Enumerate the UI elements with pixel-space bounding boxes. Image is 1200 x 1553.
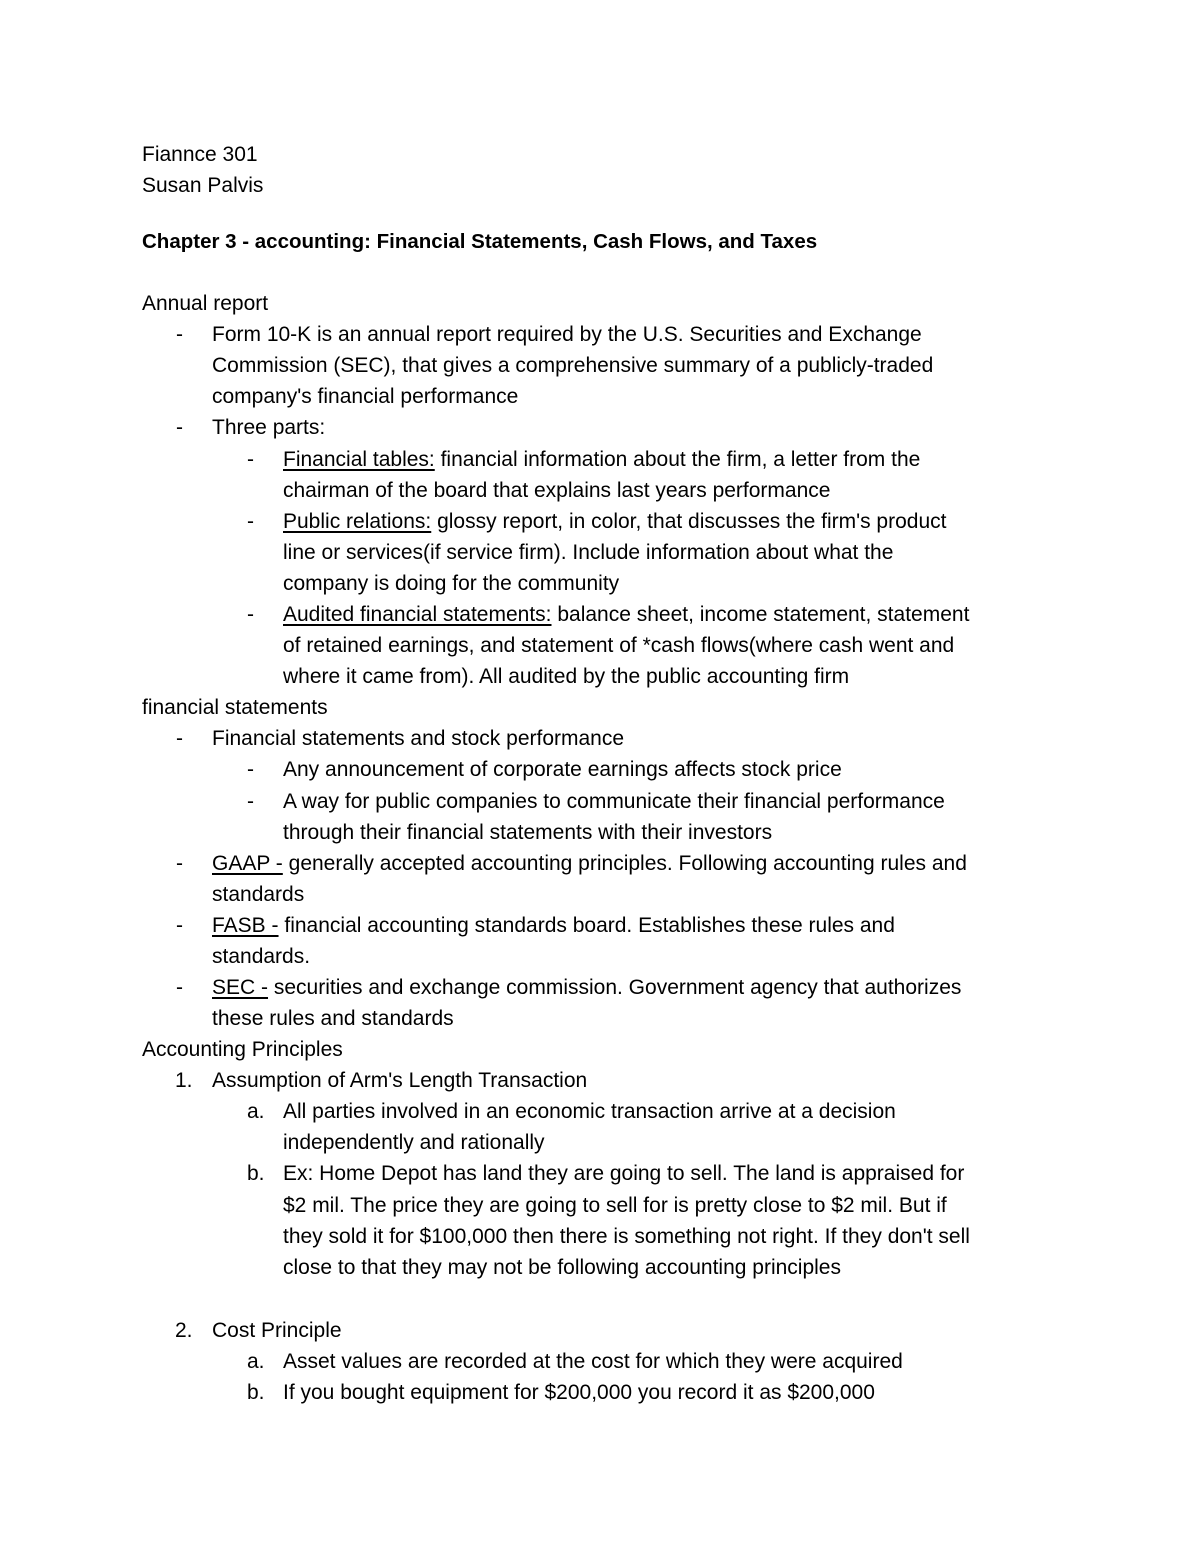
term-definition: balance sheet, income statement, statement [551, 603, 970, 626]
list-item-line: through their financial statements with their investors [283, 821, 773, 844]
list-item-line [283, 599, 969, 630]
term-gaap: GAAP - [212, 852, 283, 875]
list-marker: - [176, 914, 183, 937]
list-item-line: Commission (SEC), that gives a comprehensive summary of a publicly-traded [212, 354, 934, 377]
chapter-title: Chapter 3 - accounting: Financial Statements, Cash Flows, and Taxes [142, 230, 818, 253]
list-marker: - [247, 510, 254, 533]
term-definition: financial accounting standards board. Establishes these rules and [278, 914, 895, 937]
list-item-line: A way for public companies to communicate their financial performance [283, 790, 945, 813]
list-marker: - [247, 758, 254, 781]
list-item-line: $2 mil. The price they are going to sell for is pretty close to $2 mil. But if [283, 1194, 947, 1217]
list-letter: a. [247, 1350, 265, 1373]
list-marker: - [176, 416, 183, 439]
list-item-line: company's financial performance [212, 385, 519, 408]
list-item-line: standards. [212, 945, 311, 968]
list-item-line: Cost Principle [212, 1319, 342, 1342]
list-item-line [212, 972, 961, 1003]
term-fasb: FASB - [212, 914, 279, 937]
list-item-line: of retained earnings, and statement of *cash flows(where cash went and [283, 634, 955, 657]
list-marker: - [247, 790, 254, 813]
list-item-line [283, 506, 946, 537]
list-marker: - [176, 727, 183, 750]
list-marker: - [176, 323, 183, 346]
list-item-line: chairman of the board that explains last years performance [283, 479, 831, 502]
term-audited-financial-statements: Audited financial statements: [283, 603, 552, 626]
list-number: 1. [175, 1069, 193, 1092]
list-item-line: If you bought equipment for $200,000 you record it as $200,000 [283, 1381, 875, 1404]
term-definition: securities and exchange commission. Government agency that authorizes [268, 976, 962, 999]
list-item-line: Any announcement of corporate earnings affects stock price [283, 758, 842, 781]
section-heading-financial-statements: financial statements [142, 696, 328, 719]
author-name: Susan Palvis [142, 174, 264, 197]
list-marker: - [247, 603, 254, 626]
list-item-line: independently and rationally [283, 1131, 545, 1154]
list-item-line: standards [212, 883, 305, 906]
list-item-line: these rules and standards [212, 1007, 454, 1030]
list-item-line [283, 444, 920, 475]
course-name: Fiannce 301 [142, 143, 258, 166]
list-item-line: Assumption of Arm's Length Transaction [212, 1069, 588, 1092]
list-item-line: close to that they may not be following accounting principles [283, 1256, 841, 1279]
list-item-line: where it came from). All audited by the public accounting firm [283, 665, 850, 688]
term-definition: financial information about the firm, a letter from the [434, 448, 921, 471]
term-definition: glossy report, in color, that discusses the firm's product [431, 510, 947, 533]
section-heading-accounting-principles: Accounting Principles [142, 1038, 343, 1061]
term-sec: SEC - [212, 976, 269, 999]
list-marker: - [176, 976, 183, 999]
list-marker: - [176, 852, 183, 875]
list-item-line: line or services(if service firm). Include information about what the [283, 541, 894, 564]
list-item-line: All parties involved in an economic transaction arrive at a decision [283, 1100, 896, 1123]
list-item-line: Asset values are recorded at the cost for which they were acquired [283, 1350, 903, 1373]
list-item-line: they sold it for $100,000 then there is something not right. If they don't sell [283, 1225, 970, 1248]
list-letter: a. [247, 1100, 265, 1123]
list-item-line: Ex: Home Depot has land they are going to sell. The land is appraised for [283, 1162, 965, 1185]
list-item-line: company is doing for the community [283, 572, 620, 595]
list-number: 2. [175, 1319, 193, 1342]
list-letter: b. [247, 1162, 265, 1185]
term-definition: generally accepted accounting principles. Following accounting rules and [282, 852, 967, 875]
section-heading-annual-report: Annual report [142, 292, 269, 315]
term-financial-tables: Financial tables: [283, 448, 435, 471]
list-item-line: Financial statements and stock performance [212, 727, 625, 750]
list-item-line [212, 910, 895, 941]
list-item-line: Form 10-K is an annual report required by the U.S. Securities and Exchange [212, 323, 922, 346]
list-marker: - [247, 448, 254, 471]
list-item-line: Three parts: [212, 416, 326, 439]
term-public-relations: Public relations: [283, 510, 432, 533]
list-letter: b. [247, 1381, 265, 1404]
list-item-line [212, 848, 967, 879]
